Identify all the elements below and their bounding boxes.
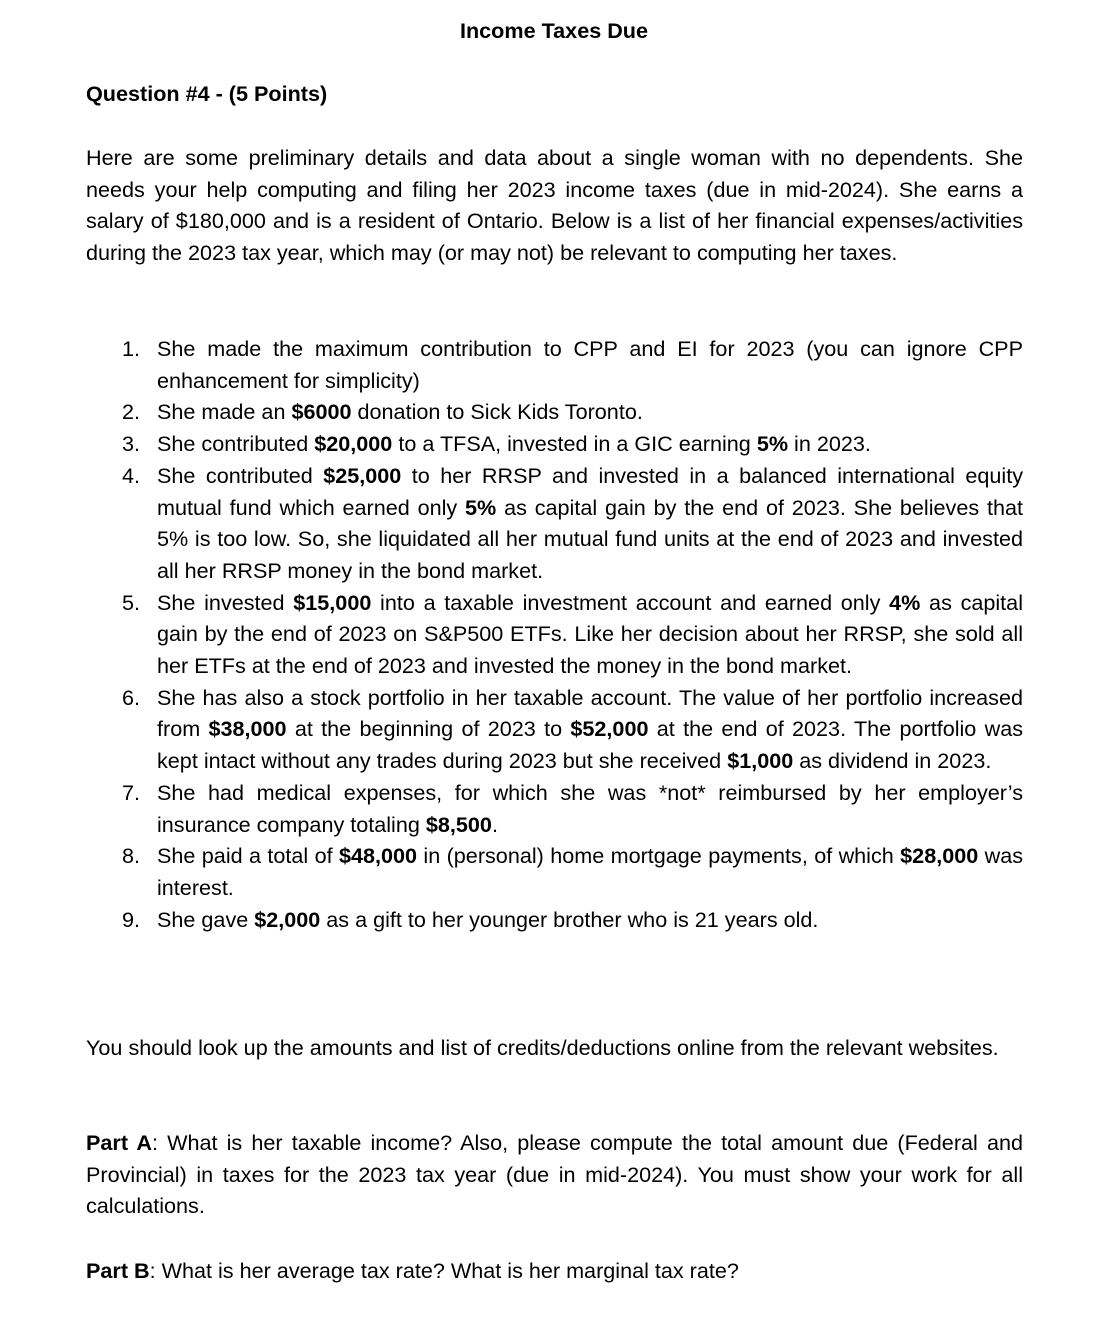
list-item-text: into a taxable investment account and earned only <box>371 589 890 615</box>
document-title: Income Taxes Due <box>459 18 649 43</box>
list-item-text: donation to Sick Kids Toronto. <box>351 399 643 425</box>
list-item-number: 8. <box>122 843 141 869</box>
part-b-text: : What is her average tax rate? What is her marginal tax rate? <box>149 1258 739 1283</box>
part-b-label: Part B <box>86 1258 150 1283</box>
highlighted-value: $2,000 <box>254 906 321 932</box>
list-item-text: . <box>491 811 498 837</box>
list-item-text: She gave <box>157 906 255 932</box>
list-item-text: to a TFSA, invested in a GIC earning <box>392 431 757 457</box>
question-heading: Question #4 - (5 Points) <box>86 81 328 106</box>
list-item-number: 9. <box>122 906 141 932</box>
list-item-text: as capital gain by the end of 2023. She believes that 5% is too low. So, she liquidated all her mutual fund units at the end of 2023 and invested all her RRSP money in the bond market. <box>157 494 1023 583</box>
list-item <box>86 428 1023 460</box>
intro-paragraph: Here are some preliminary details and data about a single woman with no dependents. She needs your help computing and filing her 2023 income taxes (due in mid-2024). She earns a salary of $180,000 and is a resident of Ontario. Below is a list of her financial expenses/activities during the 2023 tax year, which may (or may not) be relevant to computing her taxes. <box>86 145 1023 266</box>
list-item <box>86 460 1023 587</box>
list-item-text: She made the maximum contribution to CPP and EI for 2023 (you can ignore CPP enhancement for simplicity) <box>157 336 1023 393</box>
list-item-text: She had medical expenses, for which she was *not* reimbursed by her employer’s insurance company totaling <box>157 779 1023 837</box>
highlighted-value: 4% <box>889 589 921 615</box>
highlighted-value: $38,000 <box>208 716 287 742</box>
list-item-text: at the end of 2023. The portfolio was kept intact without any trades during 2023 but she received <box>157 716 1024 774</box>
list-item-number: 7. <box>122 779 141 805</box>
list-item-text: in 2023. <box>788 431 871 457</box>
list-item-number: 3. <box>122 431 141 457</box>
list-item-text: as dividend in 2023. <box>793 748 992 774</box>
highlighted-value: $52,000 <box>570 716 649 742</box>
list-item <box>86 333 1023 396</box>
highlighted-value: $25,000 <box>323 462 402 488</box>
highlighted-value: $20,000 <box>314 431 393 457</box>
list-item-text: She contributed <box>157 462 324 488</box>
list-item-number: 1. <box>122 336 141 361</box>
list-item <box>86 682 1023 777</box>
list-item-text: She invested <box>157 589 294 615</box>
list-item-text: as capital gain by the end of 2023 on S&P500 ETFs. Like her decision about her RRSP, she sold all her ETFs at the end of 2023 and invested the money in the bond market. <box>157 589 1023 679</box>
list-item-number: 2. <box>122 399 141 425</box>
list-item-text: She paid a total of <box>157 843 339 869</box>
part-a-text: : What is her taxable income? Also, please compute the total amount due (Federal and Provincial) in taxes for the 2023 tax year (due in mid-2024). You must show your work for all calculations. <box>86 1130 1023 1219</box>
lookup-note: You should look up the amounts and list of credits/deductions online from the relevant websites. <box>86 1035 999 1060</box>
highlighted-value: $15,000 <box>293 589 372 615</box>
highlighted-value: $28,000 <box>900 843 979 869</box>
list-item-text: in (personal) home mortgage payments, of which <box>417 843 901 869</box>
list-item-number: 6. <box>122 684 141 710</box>
list-item-text: was interest. <box>157 843 1024 900</box>
list-item <box>86 396 1023 428</box>
highlighted-value: $8,500 <box>425 811 492 837</box>
list-item <box>86 840 1023 903</box>
list-item-text: to her RRSP and invested in a balanced international equity mutual fund which earned only <box>157 462 1024 520</box>
highlighted-value: $1,000 <box>727 748 794 774</box>
list-item-text: at the beginning of 2023 to <box>286 716 571 742</box>
part-a <box>86 1127 1023 1222</box>
list-item-text: She has also a stock portfolio in her taxable account. The value of her portfolio increased from <box>157 684 1023 742</box>
highlighted-value: $48,000 <box>338 843 418 869</box>
list-item-number: 5. <box>122 589 141 615</box>
list-item <box>86 777 1023 840</box>
list-item-number: 4. <box>122 462 141 488</box>
highlighted-value: $6000 <box>291 399 352 425</box>
expense-list <box>86 333 1023 935</box>
list-item <box>86 904 1023 936</box>
list-item-text: as a gift to her younger brother who is 21 years old. <box>320 906 819 932</box>
highlighted-value: 5% <box>756 431 789 457</box>
part-a-label: Part A <box>86 1130 152 1155</box>
list-item <box>86 587 1023 682</box>
list-item-text: She made an <box>157 399 292 425</box>
highlighted-value: 5% <box>465 494 497 520</box>
part-b <box>86 1255 1023 1287</box>
list-item-text: She contributed <box>157 431 315 457</box>
